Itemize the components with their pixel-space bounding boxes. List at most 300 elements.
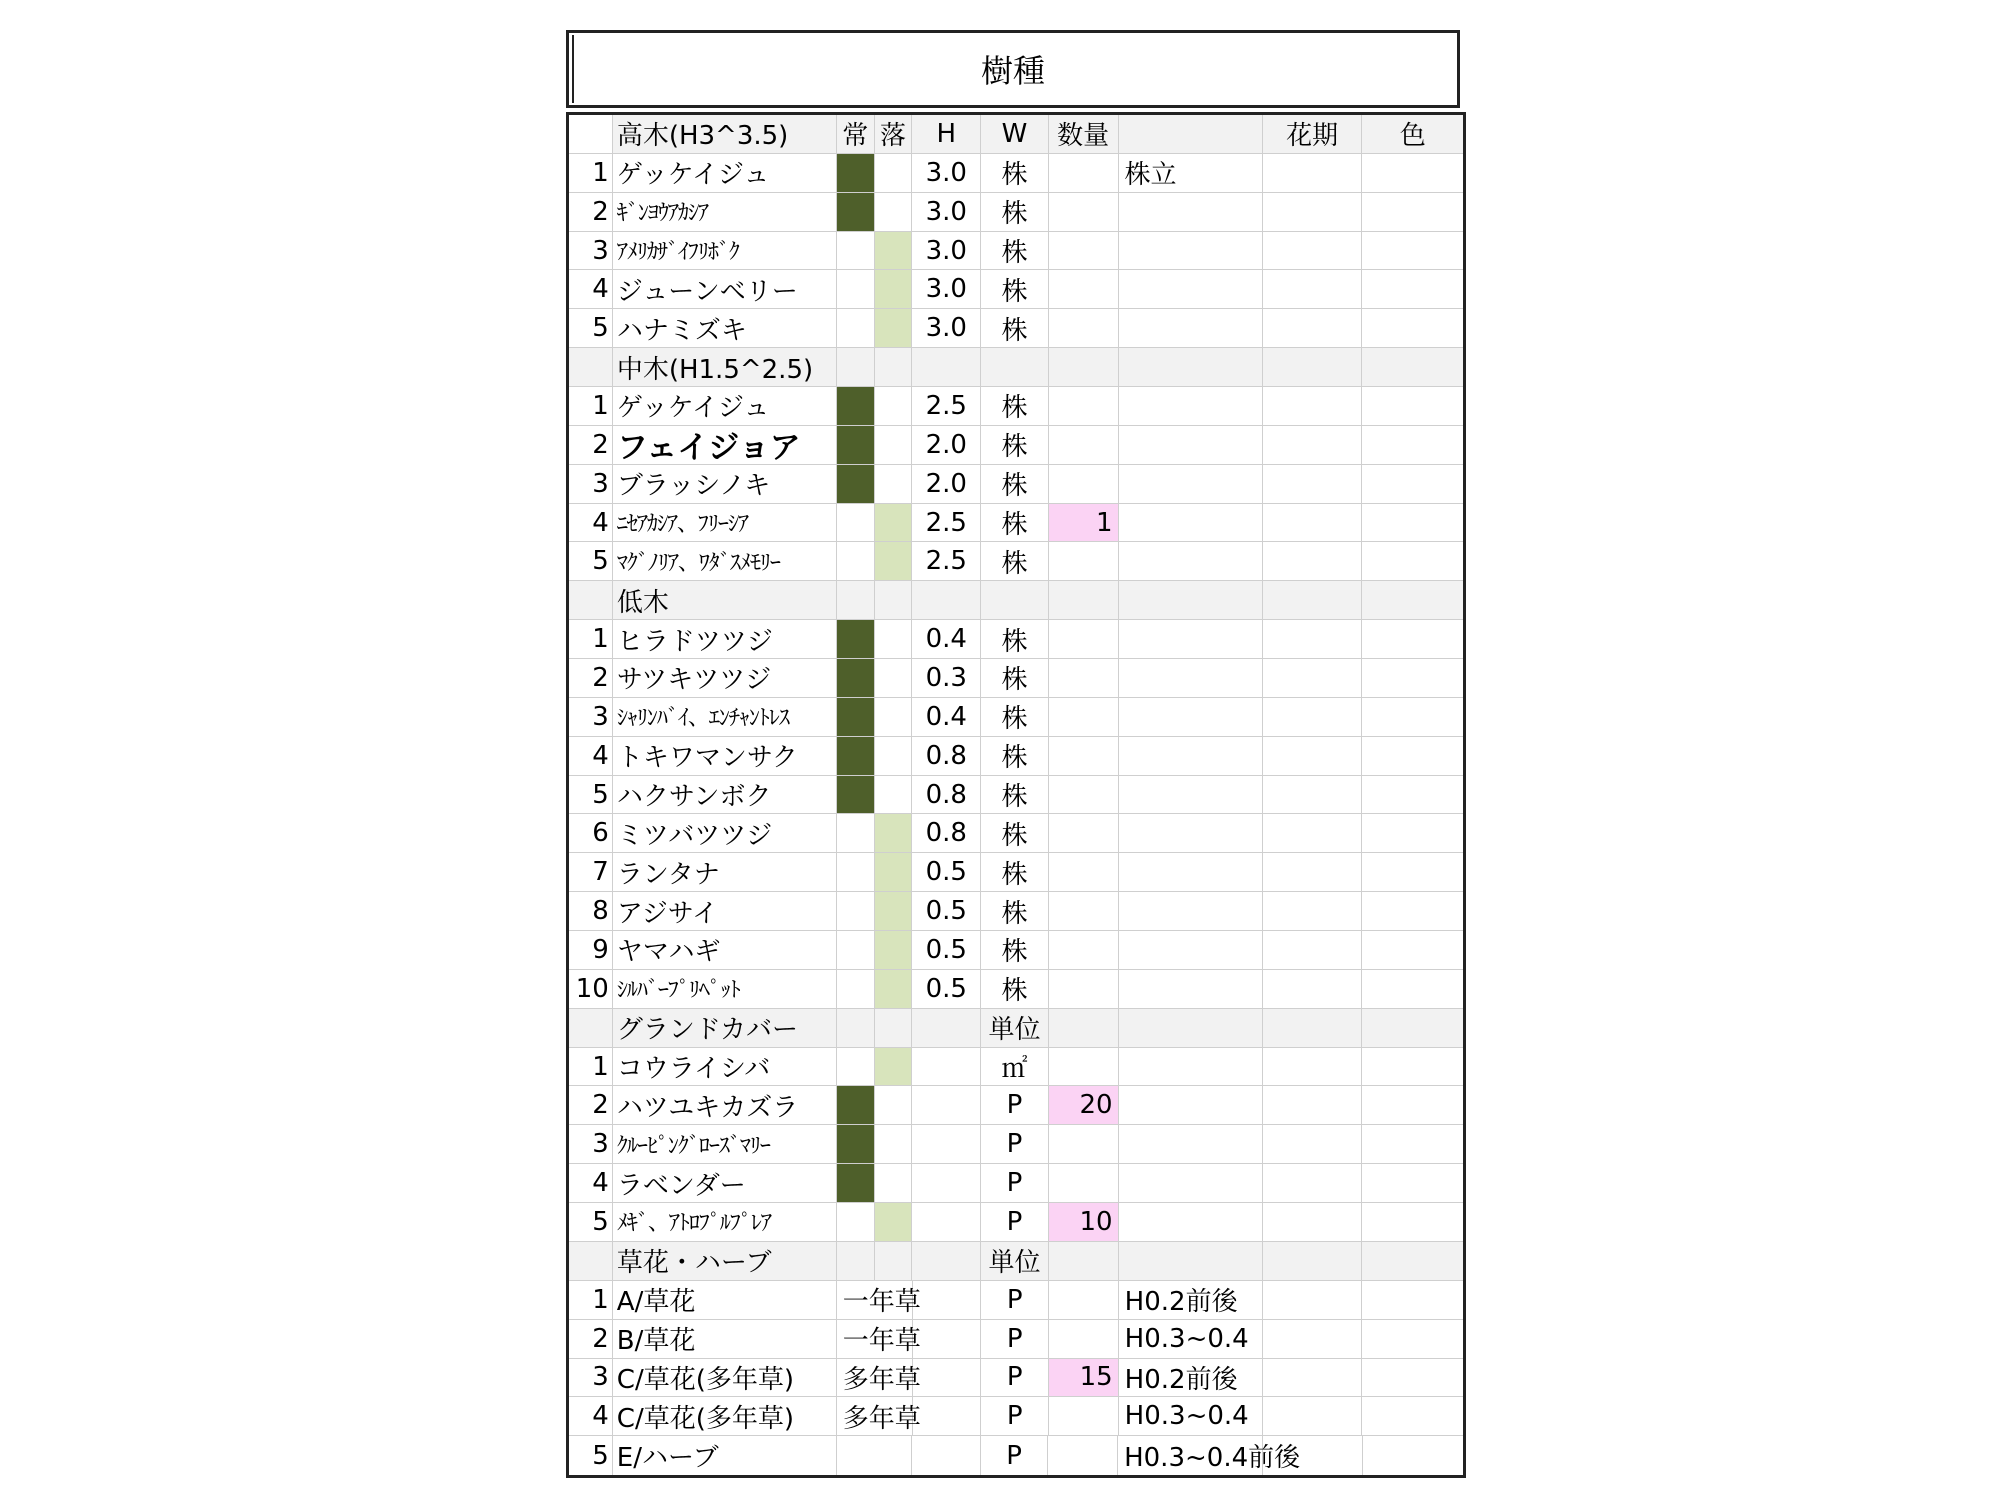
quantity-value[interactable] xyxy=(1049,270,1119,308)
unit-header[interactable]: 単位 xyxy=(981,1009,1049,1047)
unit-value[interactable]: P xyxy=(981,1281,1049,1319)
unit-value[interactable]: 株 xyxy=(981,698,1049,736)
plant-name[interactable]: ラベンダー xyxy=(613,1164,837,1202)
unit-value[interactable]: 株 xyxy=(981,892,1049,930)
plant-name[interactable]: ゲッケイジュ xyxy=(613,387,837,425)
unit-value[interactable]: 株 xyxy=(981,465,1049,503)
quantity-cell[interactable] xyxy=(1049,348,1119,386)
note-value[interactable]: H0.3~0.4 xyxy=(1119,1397,1263,1435)
row-number[interactable]: 1 xyxy=(569,1048,613,1086)
quantity-cell[interactable] xyxy=(1049,1242,1119,1280)
row-number[interactable]: 3 xyxy=(569,1125,613,1163)
height-value[interactable]: 0.8 xyxy=(912,814,981,852)
quantity-value[interactable] xyxy=(1049,154,1119,192)
height-value[interactable]: 2.0 xyxy=(912,465,981,503)
evergreen-cell[interactable] xyxy=(837,232,875,270)
plant-name[interactable]: ブラッシノキ xyxy=(613,465,837,503)
section-title[interactable]: 中木(H1.5^2.5) xyxy=(613,348,837,386)
flowering-cell[interactable] xyxy=(1263,1242,1363,1280)
plant-name[interactable]: ﾒｷﾞ、ｱﾄﾛﾌﾟﾙﾌﾟﾚｱ xyxy=(613,1203,837,1241)
unit-header[interactable]: 単位 xyxy=(981,1242,1049,1280)
row-number[interactable]: 1 xyxy=(569,154,613,192)
flowering-cell[interactable] xyxy=(1263,853,1363,891)
deciduous-cell[interactable] xyxy=(875,931,913,969)
flowering-cell[interactable] xyxy=(1263,620,1363,658)
evergreen-cell[interactable] xyxy=(837,387,875,425)
deciduous-cell[interactable] xyxy=(875,542,913,580)
flowering-cell[interactable] xyxy=(1263,1203,1363,1241)
color-cell[interactable] xyxy=(1362,270,1463,308)
note-value[interactable]: 株立 xyxy=(1119,154,1263,192)
color-cell[interactable] xyxy=(1362,426,1463,464)
row-number[interactable]: 5 xyxy=(569,309,613,347)
header-height[interactable]: H xyxy=(912,115,981,153)
height-value[interactable]: 0.3 xyxy=(912,659,981,697)
row-number[interactable]: 2 xyxy=(569,659,613,697)
plant-kind[interactable]: 多年草 xyxy=(837,1359,913,1397)
quantity-value[interactable] xyxy=(1049,387,1119,425)
evergreen-cell[interactable] xyxy=(837,309,875,347)
header-width[interactable]: W xyxy=(981,115,1049,153)
row-number[interactable]: 1 xyxy=(569,620,613,658)
flowering-cell[interactable] xyxy=(1263,465,1363,503)
plant-name[interactable]: C/草花(多年草) xyxy=(613,1359,837,1397)
height-value[interactable]: 3.0 xyxy=(912,154,981,192)
evergreen-cell[interactable] xyxy=(837,814,875,852)
section-title[interactable]: グランドカバー xyxy=(613,1009,837,1047)
note-value[interactable] xyxy=(1119,814,1263,852)
plant-name[interactable]: B/草花 xyxy=(613,1320,837,1358)
header-category-label[interactable]: 高木(H3^3.5) xyxy=(613,115,837,153)
plant-name[interactable]: ハナミズキ xyxy=(613,309,837,347)
header-note[interactable] xyxy=(1119,115,1263,153)
color-cell[interactable] xyxy=(1362,1242,1463,1280)
deciduous-cell[interactable] xyxy=(875,1009,913,1047)
flowering-cell[interactable] xyxy=(1263,581,1363,619)
flowering-cell[interactable] xyxy=(1263,542,1363,580)
height-value[interactable]: 2.0 xyxy=(912,426,981,464)
evergreen-cell[interactable] xyxy=(837,504,875,542)
height-cell[interactable] xyxy=(913,1359,982,1397)
flowering-cell[interactable] xyxy=(1263,232,1363,270)
height-value[interactable]: 2.5 xyxy=(912,542,981,580)
deciduous-cell[interactable] xyxy=(875,1164,913,1202)
color-cell[interactable] xyxy=(1362,1320,1463,1358)
flowering-cell[interactable] xyxy=(1263,426,1363,464)
deciduous-cell[interactable] xyxy=(875,348,913,386)
evergreen-cell[interactable] xyxy=(837,1009,875,1047)
quantity-value[interactable]: 15 xyxy=(1049,1359,1119,1397)
note-cell[interactable] xyxy=(1119,1242,1263,1280)
unit-header[interactable] xyxy=(981,581,1049,619)
evergreen-cell[interactable] xyxy=(837,620,875,658)
plant-name[interactable]: ヒラドツツジ xyxy=(613,620,837,658)
note-value[interactable] xyxy=(1119,193,1263,231)
evergreen-cell[interactable] xyxy=(837,776,875,814)
height-value[interactable]: 0.8 xyxy=(912,776,981,814)
quantity-value[interactable] xyxy=(1049,232,1119,270)
plant-name[interactable]: ミツバツツジ xyxy=(613,814,837,852)
deciduous-cell[interactable] xyxy=(875,1125,913,1163)
evergreen-cell[interactable] xyxy=(837,1086,875,1124)
flowering-cell[interactable] xyxy=(1263,387,1363,425)
deciduous-cell[interactable] xyxy=(875,504,913,542)
flowering-cell[interactable] xyxy=(1263,270,1363,308)
evergreen-cell[interactable] xyxy=(837,154,875,192)
quantity-value[interactable] xyxy=(1049,309,1119,347)
deciduous-cell[interactable] xyxy=(875,776,913,814)
plant-name[interactable]: E/ハーブ xyxy=(613,1436,837,1475)
color-cell[interactable] xyxy=(1362,465,1463,503)
row-number[interactable]: 9 xyxy=(569,931,613,969)
height-value[interactable] xyxy=(912,1048,981,1086)
evergreen-cell[interactable] xyxy=(837,970,875,1008)
deciduous-cell[interactable] xyxy=(875,1203,913,1241)
unit-value[interactable]: 株 xyxy=(981,659,1049,697)
quantity-value[interactable] xyxy=(1049,737,1119,775)
deciduous-cell[interactable] xyxy=(875,698,913,736)
height-value[interactable]: 3.0 xyxy=(912,232,981,270)
quantity-value[interactable] xyxy=(1049,1164,1119,1202)
color-cell[interactable] xyxy=(1362,504,1463,542)
plant-name[interactable]: C/草花(多年草) xyxy=(613,1397,837,1435)
quantity-value[interactable] xyxy=(1049,814,1119,852)
unit-value[interactable]: 株 xyxy=(981,232,1049,270)
flowering-cell[interactable] xyxy=(1263,1281,1363,1319)
note-value[interactable] xyxy=(1119,659,1263,697)
evergreen-cell[interactable] xyxy=(837,892,875,930)
plant-name[interactable]: サツキツツジ xyxy=(613,659,837,697)
flowering-cell[interactable] xyxy=(1263,1164,1363,1202)
height-cell[interactable] xyxy=(913,1397,982,1435)
height-value[interactable]: 3.0 xyxy=(912,270,981,308)
color-cell[interactable] xyxy=(1362,970,1463,1008)
plant-name[interactable]: ﾆｾｱｶｼｱ、ﾌﾘｰｼｱ xyxy=(613,504,837,542)
evergreen-cell[interactable] xyxy=(837,737,875,775)
row-number[interactable]: 2 xyxy=(569,193,613,231)
unit-value[interactable]: P xyxy=(981,1125,1049,1163)
color-cell[interactable] xyxy=(1362,931,1463,969)
height-value[interactable]: 0.5 xyxy=(912,970,981,1008)
height-cell[interactable] xyxy=(913,1320,982,1358)
row-number[interactable]: 10 xyxy=(569,970,613,1008)
unit-value[interactable]: 株 xyxy=(981,426,1049,464)
quantity-value[interactable] xyxy=(1049,1281,1119,1319)
quantity-value[interactable] xyxy=(1049,1320,1119,1358)
flowering-cell[interactable] xyxy=(1263,309,1363,347)
unit-value[interactable]: P xyxy=(981,1397,1049,1435)
unit-value[interactable]: 株 xyxy=(981,154,1049,192)
note-value[interactable]: H0.3~0.4 xyxy=(1119,1320,1263,1358)
color-cell[interactable] xyxy=(1362,1359,1463,1397)
row-number[interactable]: 2 xyxy=(569,426,613,464)
quantity-cell[interactable] xyxy=(1049,1009,1119,1047)
flowering-cell[interactable] xyxy=(1263,504,1363,542)
unit-value[interactable]: 株 xyxy=(981,931,1049,969)
color-cell[interactable] xyxy=(1362,154,1463,192)
flowering-cell[interactable] xyxy=(1263,892,1363,930)
note-value[interactable] xyxy=(1119,931,1263,969)
evergreen-cell[interactable] xyxy=(837,581,875,619)
height-value[interactable]: 0.5 xyxy=(912,931,981,969)
color-cell[interactable] xyxy=(1362,776,1463,814)
unit-value[interactable]: P xyxy=(981,1203,1049,1241)
color-cell[interactable] xyxy=(1363,1436,1463,1475)
quantity-value[interactable] xyxy=(1049,542,1119,580)
note-value[interactable] xyxy=(1119,309,1263,347)
plant-name[interactable]: ｱﾒﾘｶｻﾞｲﾌﾘﾎﾞｸ xyxy=(613,232,837,270)
quantity-value[interactable]: 1 xyxy=(1049,504,1119,542)
evergreen-cell[interactable] xyxy=(837,426,875,464)
note-cell[interactable] xyxy=(1119,348,1263,386)
quantity-value[interactable] xyxy=(1049,931,1119,969)
height-value[interactable]: 3.0 xyxy=(912,193,981,231)
plant-name[interactable]: アジサイ xyxy=(613,892,837,930)
color-cell[interactable] xyxy=(1362,542,1463,580)
evergreen-cell[interactable] xyxy=(837,348,875,386)
evergreen-cell[interactable] xyxy=(837,659,875,697)
unit-value[interactable]: 株 xyxy=(981,387,1049,425)
plant-name[interactable]: A/草花 xyxy=(613,1281,837,1319)
quantity-value[interactable] xyxy=(1049,970,1119,1008)
unit-value[interactable]: 株 xyxy=(981,504,1049,542)
color-cell[interactable] xyxy=(1362,1281,1463,1319)
deciduous-cell[interactable] xyxy=(875,309,913,347)
row-number[interactable]: 5 xyxy=(569,1203,613,1241)
height-cell[interactable] xyxy=(913,1281,982,1319)
note-value[interactable] xyxy=(1119,542,1263,580)
note-value[interactable] xyxy=(1119,426,1263,464)
flowering-cell[interactable] xyxy=(1263,1048,1363,1086)
row-number[interactable]: 4 xyxy=(569,270,613,308)
quantity-value[interactable] xyxy=(1049,892,1119,930)
color-cell[interactable] xyxy=(1362,387,1463,425)
evergreen-cell[interactable] xyxy=(837,1203,875,1241)
plant-name[interactable]: ﾏｸﾞﾉﾘｱ、ﾜﾀﾞｽﾒﾓﾘｰ xyxy=(613,542,837,580)
unit-value[interactable]: P xyxy=(981,1320,1049,1358)
height-value[interactable] xyxy=(912,1086,981,1124)
plant-name[interactable]: ランタナ xyxy=(613,853,837,891)
unit-value[interactable]: 株 xyxy=(981,309,1049,347)
note-value[interactable] xyxy=(1119,1086,1263,1124)
deciduous-cell[interactable] xyxy=(875,737,913,775)
flowering-cell[interactable] xyxy=(1263,1436,1362,1475)
row-number[interactable]: 2 xyxy=(569,1086,613,1124)
quantity-value[interactable] xyxy=(1049,193,1119,231)
unit-value[interactable]: 株 xyxy=(981,853,1049,891)
header-flowering[interactable]: 花期 xyxy=(1263,115,1363,153)
color-cell[interactable] xyxy=(1362,1086,1463,1124)
evergreen-cell[interactable] xyxy=(837,1125,875,1163)
unit-value[interactable]: 株 xyxy=(981,776,1049,814)
row-number-cell[interactable] xyxy=(569,1242,613,1280)
note-value[interactable] xyxy=(1119,776,1263,814)
height-value[interactable] xyxy=(912,1164,981,1202)
row-number[interactable]: 5 xyxy=(569,542,613,580)
row-number[interactable]: 3 xyxy=(569,465,613,503)
deciduous-cell[interactable] xyxy=(875,853,913,891)
unit-value[interactable]: 株 xyxy=(981,970,1049,1008)
note-value[interactable] xyxy=(1119,698,1263,736)
unit-value[interactable]: 株 xyxy=(981,737,1049,775)
row-number[interactable]: 4 xyxy=(569,1164,613,1202)
plant-name[interactable]: ｼﾙﾊﾞｰﾌﾟﾘﾍﾟｯﾄ xyxy=(613,970,837,1008)
color-cell[interactable] xyxy=(1362,659,1463,697)
deciduous-cell[interactable] xyxy=(875,154,913,192)
flowering-cell[interactable] xyxy=(1263,348,1363,386)
note-value[interactable]: H0.3~0.4前後 xyxy=(1118,1436,1263,1475)
note-value[interactable] xyxy=(1119,387,1263,425)
flowering-cell[interactable] xyxy=(1263,970,1363,1008)
deciduous-cell[interactable] xyxy=(875,465,913,503)
evergreen-cell[interactable] xyxy=(837,853,875,891)
row-number-cell[interactable] xyxy=(569,581,613,619)
deciduous-cell[interactable] xyxy=(875,620,913,658)
deciduous-cell[interactable] xyxy=(875,892,913,930)
plant-name[interactable]: ヤマハギ xyxy=(613,931,837,969)
note-value[interactable] xyxy=(1119,1125,1263,1163)
flowering-cell[interactable] xyxy=(1263,737,1363,775)
row-number[interactable]: 1 xyxy=(569,1281,613,1319)
height-cell[interactable] xyxy=(912,1009,981,1047)
row-number[interactable]: 4 xyxy=(569,737,613,775)
note-value[interactable]: H0.2前後 xyxy=(1119,1281,1263,1319)
header-evergreen[interactable]: 常 xyxy=(837,115,875,153)
header-color[interactable]: 色 xyxy=(1362,115,1463,153)
unit-value[interactable]: 株 xyxy=(981,814,1049,852)
color-cell[interactable] xyxy=(1362,232,1463,270)
quantity-value[interactable] xyxy=(1049,465,1119,503)
header-deciduous[interactable]: 落 xyxy=(875,115,913,153)
flowering-cell[interactable] xyxy=(1263,1359,1363,1397)
evergreen-cell[interactable] xyxy=(837,193,875,231)
quantity-value[interactable] xyxy=(1049,426,1119,464)
unit-header[interactable] xyxy=(981,348,1049,386)
row-number[interactable]: 2 xyxy=(569,1320,613,1358)
row-number[interactable]: 6 xyxy=(569,814,613,852)
deciduous-cell[interactable] xyxy=(875,232,913,270)
note-value[interactable] xyxy=(1119,465,1263,503)
color-cell[interactable] xyxy=(1362,737,1463,775)
evergreen-cell[interactable] xyxy=(837,1164,875,1202)
unit-value[interactable]: 株 xyxy=(981,270,1049,308)
note-value[interactable] xyxy=(1119,737,1263,775)
flowering-cell[interactable] xyxy=(1263,659,1363,697)
color-cell[interactable] xyxy=(1362,698,1463,736)
plant-kind[interactable]: 一年草 xyxy=(837,1320,913,1358)
section-title[interactable]: 草花・ハーブ xyxy=(613,1242,837,1280)
color-cell[interactable] xyxy=(1362,309,1463,347)
flowering-cell[interactable] xyxy=(1263,931,1363,969)
color-cell[interactable] xyxy=(1362,1125,1463,1163)
deciduous-cell[interactable] xyxy=(875,1048,913,1086)
evergreen-cell[interactable] xyxy=(837,542,875,580)
quantity-value[interactable] xyxy=(1048,1436,1118,1475)
height-value[interactable]: 0.4 xyxy=(912,620,981,658)
note-value[interactable] xyxy=(1119,970,1263,1008)
height-cell[interactable] xyxy=(912,348,981,386)
quantity-value[interactable] xyxy=(1049,853,1119,891)
row-number[interactable]: 5 xyxy=(569,776,613,814)
plant-kind[interactable]: 多年草 xyxy=(837,1397,913,1435)
evergreen-cell[interactable] xyxy=(837,1048,875,1086)
unit-value[interactable]: 株 xyxy=(981,542,1049,580)
plant-name[interactable]: フェイジョア xyxy=(613,426,837,464)
plant-name[interactable]: トキワマンサク xyxy=(613,737,837,775)
unit-value[interactable]: 株 xyxy=(981,620,1049,658)
deciduous-cell[interactable] xyxy=(875,659,913,697)
color-cell[interactable] xyxy=(1362,193,1463,231)
note-value[interactable] xyxy=(1119,1164,1263,1202)
flowering-cell[interactable] xyxy=(1263,1125,1363,1163)
unit-value[interactable]: ㎡ xyxy=(981,1048,1049,1086)
plant-name[interactable]: ゲッケイジュ xyxy=(613,154,837,192)
row-number[interactable]: 5 xyxy=(569,1436,613,1475)
evergreen-cell[interactable] xyxy=(837,465,875,503)
height-cell[interactable] xyxy=(912,1436,981,1475)
note-cell[interactable] xyxy=(1119,1009,1263,1047)
deciduous-cell[interactable] xyxy=(875,581,913,619)
quantity-value[interactable] xyxy=(1049,1048,1119,1086)
row-number[interactable]: 8 xyxy=(569,892,613,930)
deciduous-cell[interactable] xyxy=(875,426,913,464)
quantity-value[interactable]: 20 xyxy=(1049,1086,1119,1124)
color-cell[interactable] xyxy=(1362,1397,1463,1435)
deciduous-cell[interactable] xyxy=(875,270,913,308)
note-value[interactable] xyxy=(1119,620,1263,658)
evergreen-cell[interactable] xyxy=(837,270,875,308)
note-value[interactable] xyxy=(1119,504,1263,542)
plant-name[interactable]: ジューンベリー xyxy=(613,270,837,308)
color-cell[interactable] xyxy=(1362,581,1463,619)
deciduous-cell[interactable] xyxy=(875,193,913,231)
deciduous-cell[interactable] xyxy=(875,1242,913,1280)
note-value[interactable] xyxy=(1119,853,1263,891)
row-number[interactable]: 3 xyxy=(569,1359,613,1397)
color-cell[interactable] xyxy=(1362,1048,1463,1086)
quantity-value[interactable] xyxy=(1049,776,1119,814)
plant-name[interactable]: コウライシバ xyxy=(613,1048,837,1086)
height-cell[interactable] xyxy=(912,1242,981,1280)
note-cell[interactable] xyxy=(1119,581,1263,619)
height-value[interactable]: 3.0 xyxy=(912,309,981,347)
height-value[interactable]: 0.8 xyxy=(912,737,981,775)
color-cell[interactable] xyxy=(1362,1164,1463,1202)
color-cell[interactable] xyxy=(1362,814,1463,852)
height-cell[interactable] xyxy=(912,581,981,619)
deciduous-cell[interactable] xyxy=(875,970,913,1008)
row-number-cell[interactable] xyxy=(569,348,613,386)
row-number[interactable]: 3 xyxy=(569,232,613,270)
height-value[interactable]: 0.4 xyxy=(912,698,981,736)
deciduous-cell[interactable] xyxy=(875,1086,913,1124)
unit-value[interactable]: P xyxy=(981,1359,1049,1397)
section-title[interactable]: 低木 xyxy=(613,581,837,619)
note-value[interactable] xyxy=(1119,270,1263,308)
deciduous-cell[interactable] xyxy=(875,814,913,852)
row-number[interactable]: 7 xyxy=(569,853,613,891)
header-quantity[interactable]: 数量 xyxy=(1049,115,1119,153)
note-value[interactable] xyxy=(1119,232,1263,270)
quantity-value[interactable] xyxy=(1049,1397,1119,1435)
color-cell[interactable] xyxy=(1362,1203,1463,1241)
height-value[interactable] xyxy=(912,1203,981,1241)
quantity-value[interactable] xyxy=(1049,620,1119,658)
flowering-cell[interactable] xyxy=(1263,1397,1363,1435)
color-cell[interactable] xyxy=(1362,1009,1463,1047)
evergreen-cell[interactable] xyxy=(837,931,875,969)
quantity-cell[interactable] xyxy=(1049,581,1119,619)
